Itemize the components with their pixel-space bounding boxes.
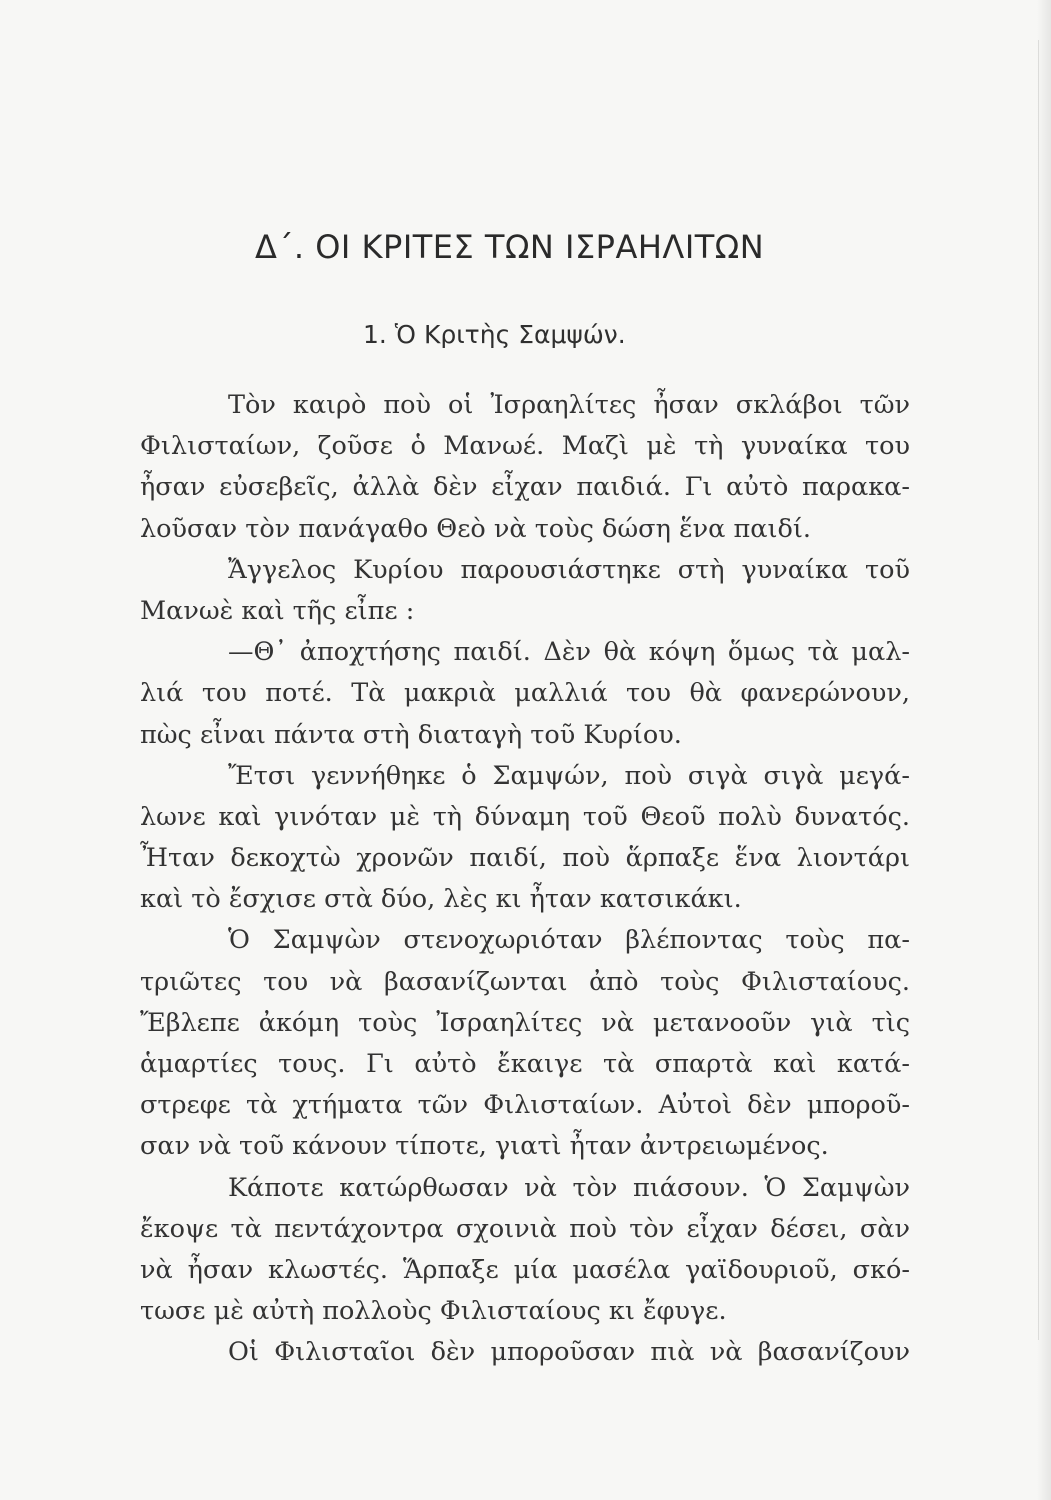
text-line: καὶ τὸ ἔσχισε στὰ δύο, λὲς κι ἦταν κατσικάκι. [140,884,742,915]
text-line: ἁμαρτίες τους. Γι αὐτὸ ἔκαιγε τὰ σπαρτὰ καὶ κατά- [140,1049,910,1079]
chapter-title: Δ΄. ΟΙ ΚΡΙΤΕΣ ΤΩΝ ΙΣΡΑΗΛΙΤΩΝ [255,228,765,266]
text-line: τριῶτες του νὰ βασανίζωνται ἀπὸ τοὺς Φιλισταίους. [140,966,910,997]
text-line: λωνε καὶ γινόταν μὲ τὴ δύναμη τοῦ Θεοῦ πολὺ δυνατός. [140,801,910,832]
text-line: Τὸν καιρὸ ποὺ οἱ Ἰσραηλίτες ἦσαν σκλάβοι τῶν [228,390,910,420]
text-line: —Θ᾽ ἀποχτήσης παιδί. Δὲν θὰ κόψη ὅμως τὰ μαλ- [228,637,910,668]
page-edge-shadow [1037,0,1051,1500]
text-line: Μανωὲ καὶ τῆς εἶπε : [140,595,415,626]
text-line: νὰ ἦσαν κλωστές. Ἅρπαξε μία μασέλα γαϊδουριοῦ, σκό- [140,1254,910,1285]
text-line: ἦσαν εὐσεβεῖς, ἀλλὰ δὲν εἶχαν παιδιά. Γι αὐτὸ παρακα- [140,472,910,503]
text-line: Ὁ Σαμψὼν στενοχωριόταν βλέποντας τοὺς πα- [228,925,910,956]
text-line: λιά του ποτέ. Τὰ μακριὰ μαλλιά του θὰ φανερώνουν, [140,678,910,709]
text-line: Φιλισταίων, ζοῦσε ὁ Μανωέ. Μαζὶ μὲ τὴ γυναίκα του [140,431,910,462]
text-line: Ἔτσι γεννήθηκε ὁ Σαμψών, ποὺ σιγὰ σιγὰ μεγά- [228,760,910,791]
text-line: λοῦσαν τὸν πανάγαθο Θεὸ νὰ τοὺς δώση ἕνα παιδί. [140,513,811,544]
text-line: ἔκοψε τὰ πεντάχοντρα σχοινιὰ ποὺ τὸν εἶχαν δέσει, σὰν [140,1213,910,1244]
body-text [140,385,910,1374]
text-line: Ἄγγελος Κυρίου παρουσιάστηκε στὴ γυναίκα τοῦ [228,554,910,585]
text-line: τωσε μὲ αὐτὴ πολλοὺς Φιλισταίους κι ἔφυγε. [140,1296,727,1327]
text-line: σαν νὰ τοῦ κάνουν τίποτε, γιατὶ ἦταν ἀντρειωμένος. [140,1131,829,1162]
text-line: Κάποτε κατώρθωσαν νὰ τὸν πιάσουν. Ὁ Σαμψὼν [228,1172,910,1203]
text-line: στρεφε τὰ χτήματα τῶν Φιλισταίων. Αὐτοὶ δὲν μποροῦ- [140,1090,910,1121]
text-line: πὼς εἶναι πάντα στὴ διαταγὴ τοῦ Κυρίου. [140,719,682,750]
text-line: Ἦταν δεκοχτὼ χρονῶν παιδί, ποὺ ἅρπαξε ἕνα λιοντάρι [140,843,910,874]
text-line: Ἔβλεπε ἀκόμη τοὺς Ἰσραηλίτες νὰ μετανοοῦν γιὰ τὶς [140,1007,910,1038]
text-line: Οἱ Φιλισταῖοι δὲν μποροῦσαν πιὰ νὰ βασανίζουν [228,1337,910,1368]
section-title: 1. Ὁ Κριτὴς Σαμψών. [363,320,626,349]
